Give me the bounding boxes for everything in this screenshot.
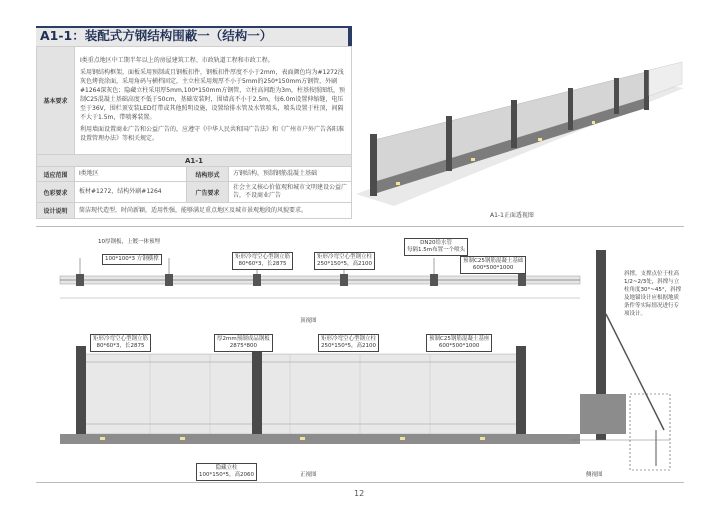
ad-label: 广告要求 [187,182,229,203]
front-rail-size: 80*60*3，长2875 [96,343,145,349]
front-post-size: 250*150*5，高2100 [321,343,376,349]
front-base-size: 600*500*1000 [438,343,480,349]
requirement-paragraph-2: 采用钢结构框架，面板采用预制或且钢板扣件，钢板扣件厚度不小于2mm，表面颜色均为#1272浅灰色烤瓷涂面，采用角码与横档固定，主立柱采用规厚不小于5mm的250*150mm方钢管，外刷#1264深灰色；隐藏立柱采用厚5mm,100*150mm方钢管，立柱高间距为3m，柱基按照图纸，预制C25混凝土基础高度不低于50cm，基础安装时，围墙高不小于2.5m，每6.0m设置伸缩缝，电压至于36V，围栏顶安装LED灯带或其他照明设施，设置给排水管及水管喷头，喷头设置于柱顶，间隔不大于1.5m，带喷雾装置。 [80,68,345,121]
table-subtitle: A1-1 [37,155,352,167]
side-anchor-box [630,394,670,470]
front-post-text: 矩形冷弯空心型钢立柱 [321,336,377,342]
top-rail-callout [232,252,293,270]
top-ridge-label: 10厚钢板，上镀一体预埋 [98,239,160,245]
front-post-callout [318,334,379,352]
design-value: 简洁现代造型，时尚新颖，适用性强，能够满足重点地区及城市景观地段的风貌要求。 [75,203,352,219]
section-divider [36,226,684,227]
top-pipe-note: 每隔1.5m布置一个喷头 [407,247,466,253]
page-title: A1-1：装配式方钢结构围蔽一（结构一） [40,28,273,43]
bottom-divider [36,482,684,483]
top-post-size: 250*150*5，高2100 [317,261,372,267]
top-post-callout [314,252,375,270]
front-view-drawing [40,340,620,460]
requirement-paragraph-1: Ⅰ类重点地区中工期半年以上的房屋建筑工程、市政轨道工程和市政工程。 [80,56,274,64]
front-panel-area [80,354,520,434]
side-base [580,394,626,434]
basic-requirements-label [37,47,75,155]
top-pipe-text: DN20给水管 [420,240,452,246]
top-base-text: 预制C25钢筋混凝土基础 [463,258,524,264]
wall-panels [374,72,646,182]
top-base-callout [460,256,526,274]
color-value: 板材#1272，结构外刷#1264 [75,182,187,203]
front-panel-text: 厚2mm预制成品钢板 [217,336,270,342]
front-hidden-post-callout [196,463,257,481]
structure-label: 结构形式 [187,167,229,182]
ad-value: 社会主义核心价值观和城市文明建设公益广告，不设商业广告 [229,182,352,203]
color-label: 色彩要求 [37,182,75,203]
basic-label-text: 基本要求 [43,98,68,105]
design-label: 设计说明 [37,203,75,219]
front-rail-callout [90,334,151,352]
top-rail-size: 80*60*3，长2875 [238,261,287,267]
front-hidden-text: 隐藏立柱 [215,465,238,471]
front-base-text: 预制C25钢筋混凝土基座 [429,336,490,342]
top-base-size: 600*500*1000 [472,265,514,271]
perspective-render [356,44,684,210]
side-view-title: 侧视图 [586,472,603,478]
requirement-paragraph-3: 利用墙面设置商业广告和公益广告的，应遵守《中华人民共和国广告法》和《广州市户外广告各阳准设置管理办法》等相关规定。 [80,125,345,142]
render-caption: A1-1正面透视图 [490,212,534,219]
top-rail-text: 矩形冷弯空心型钢立筋 [235,254,291,260]
top-pipe-callout [404,238,468,256]
top-beam-callout: 100*100*3 方钢横撑 [102,254,162,265]
info-table [36,46,352,219]
front-panel-callout [214,334,273,352]
basic-requirements-cell [75,47,352,155]
front-view-title: 正视图 [300,472,317,478]
scope-value: Ⅰ类地区 [75,167,187,182]
front-rail-text: 矩形冷弯空心型钢立筋 [93,336,149,342]
top-view-title: 顶视图 [300,318,317,324]
title-accent [348,26,352,46]
front-panel-size: 2875*800 [229,343,257,349]
front-base [60,434,580,444]
front-base-callout [426,334,492,352]
side-view-note: 斜撑，支撑点位于柱高1/2~2/3处，斜撑与立柱角度30°~45°，斜撑及地锚设计应根据地质条件等实际情况进行专项设计。 [624,271,682,317]
front-hidden-size: 100*150*5，高2060 [199,472,254,478]
page-number: 12 [354,489,365,498]
scope-label: 适应范围 [37,167,75,182]
top-post-text: 矩形冷弯空心型钢立柱 [317,254,373,260]
structure-value: 方钢结构，预制钢筋混凝土基础 [229,167,352,182]
